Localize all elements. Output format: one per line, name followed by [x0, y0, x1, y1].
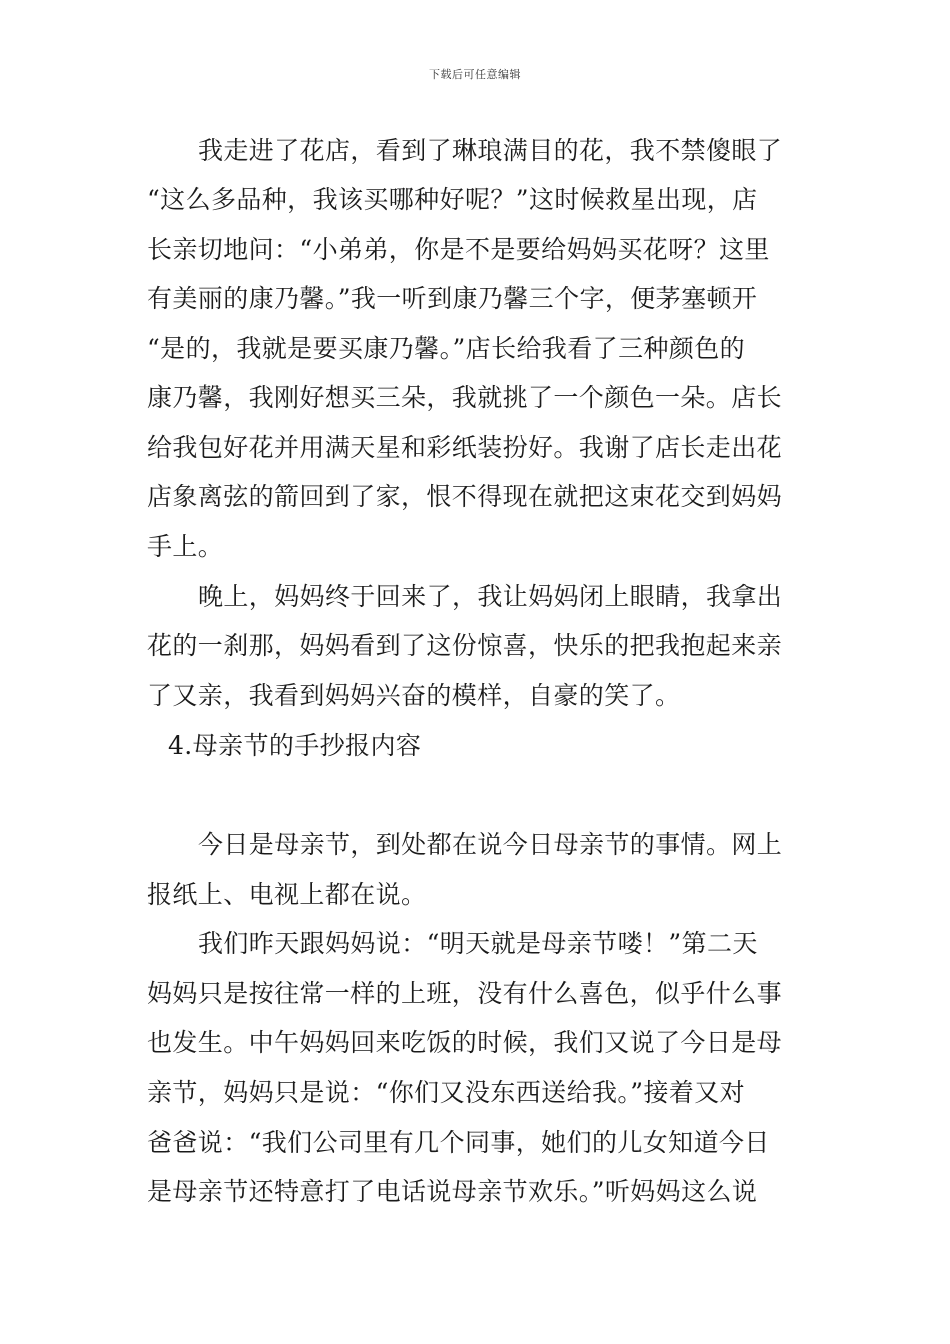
paragraph-line: 康乃馨，我刚好想买三朵，我就挑了一个颜色一朵。店长: [147, 383, 783, 412]
paragraph-line: 今日是母亲节，到处都在说今日母亲节的事情。网上: [198, 830, 783, 859]
paragraph-line: 花的一刹那，妈妈看到了这份惊喜，快乐的把我抱起来亲: [147, 631, 783, 660]
paragraph-line: 妈妈只是按往常一样的上班，没有什么喜色，似乎什么事: [147, 979, 783, 1008]
paragraph-line: 亲节，妈妈只是说：“你们又没东西送给我。”接着又对: [147, 1078, 746, 1107]
paragraph-line: “这么多品种，我该买哪种好呢？”这时候救星出现，店: [147, 185, 758, 214]
paragraph-line: 我走进了花店，看到了琳琅满目的花，我不禁傻眼了: [198, 136, 783, 165]
paragraph-line: 是母亲节还特意打了电话说母亲节欢乐。”听妈妈这么说: [147, 1177, 758, 1206]
paragraph-line: 也发生。中午妈妈回来吃饭的时候，我们又说了今日是母: [147, 1028, 783, 1057]
paragraph-line: 晚上，妈妈终于回来了，我让妈妈闭上眼睛，我拿出: [198, 582, 783, 611]
section-heading: 4.母亲节的手抄报内容: [168, 731, 422, 760]
paragraph-line: 长亲切地问：“小弟弟，你是不是要给妈妈买花呀？这里: [147, 235, 770, 264]
paragraph-line: 给我包好花并用满天星和彩纸装扮好。我谢了店长走出花: [147, 433, 783, 462]
paragraph-line: 我们昨天跟妈妈说：“明天就是母亲节喽！”第二天: [198, 929, 758, 958]
paragraph-line: 有美丽的康乃馨。”我一听到康乃馨三个字，便茅塞顿开: [147, 284, 758, 313]
page-header-note: 下载后可任意编辑: [429, 68, 521, 81]
paragraph-line: “是的，我就是要买康乃馨。”店长给我看了三种颜色的: [147, 334, 746, 363]
paragraph-line: 报纸上、电视上都在说。: [147, 880, 427, 909]
paragraph-line: 爸爸说：“我们公司里有几个同事，她们的儿女知道今日: [147, 1128, 770, 1157]
paragraph-line: 了又亲，我看到妈妈兴奋的模样，自豪的笑了。: [147, 681, 681, 710]
paragraph-line: 手上。: [147, 532, 224, 561]
paragraph-line: 店象离弦的箭回到了家，恨不得现在就把这束花交到妈妈: [147, 482, 783, 511]
